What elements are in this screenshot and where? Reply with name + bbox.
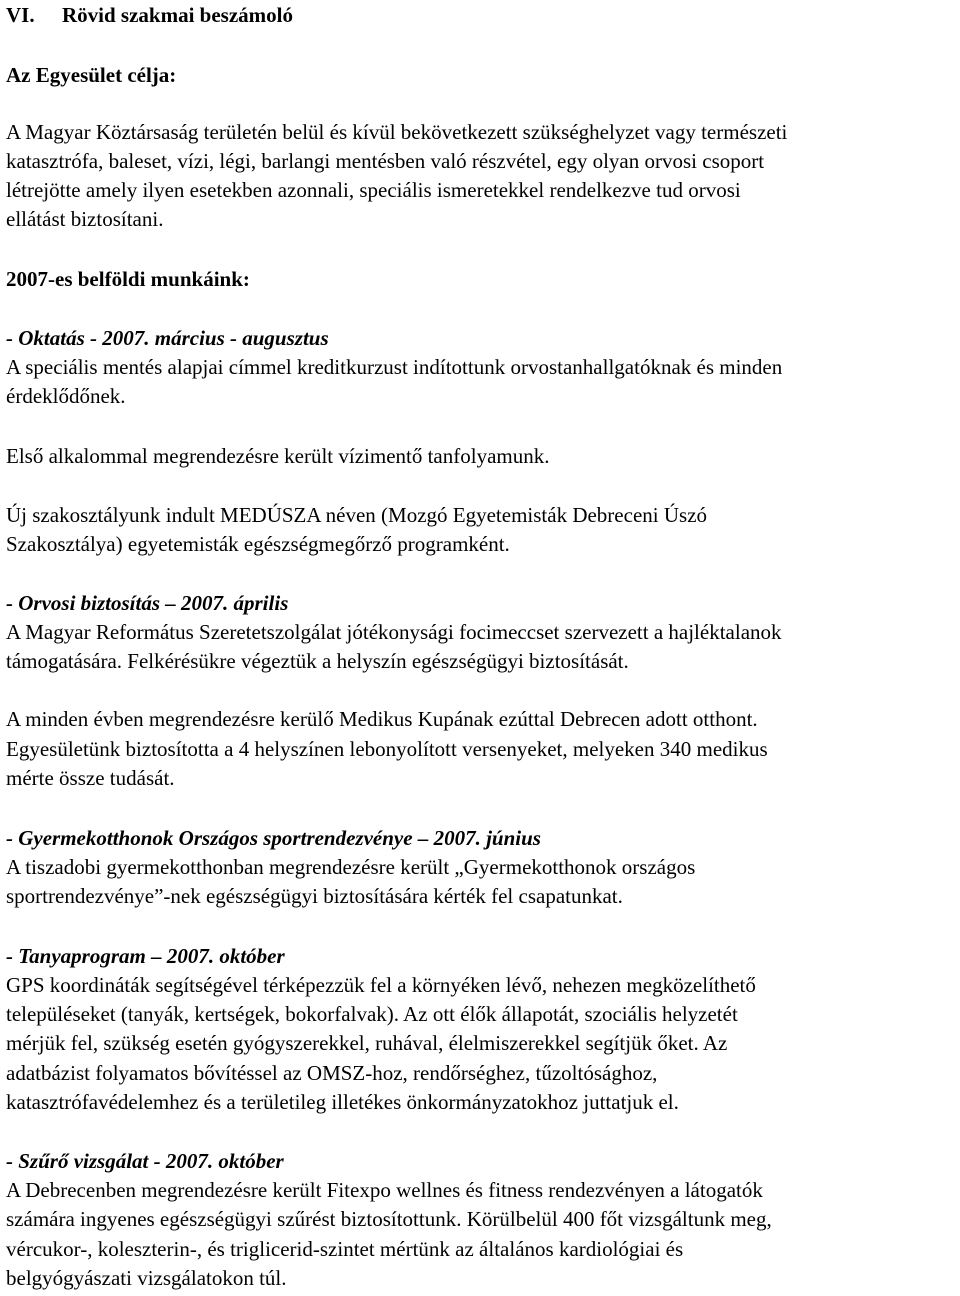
paragraph-line: A tiszadobi gyermekotthonban megrendezésre került „Gyermekotthonok országos — [6, 855, 696, 879]
goal-text-line: katasztrófa, baleset, vízi, légi, barlangi mentésben való részvétel, egy olyan orvosi csoport — [6, 149, 765, 173]
paragraph-line: Első alkalommal megrendezésre került vízimentő tanfolyamunk. — [6, 444, 550, 468]
paragraph-line: GPS koordináták segítségével térképezzük fel a környéken lévő, nehezen megközelíthető — [6, 973, 756, 997]
section-title: Rövid szakmai beszámoló — [62, 3, 293, 27]
domestic-heading: 2007-es belföldi munkáink: — [6, 267, 250, 291]
entry-heading-orvosi-biztositas: - Orvosi biztosítás – 2007. április — [6, 591, 289, 615]
paragraph-line: támogatására. Felkérésükre végeztük a helyszín egészségügyi biztosítását. — [6, 649, 629, 673]
section-number: VI. — [6, 3, 35, 27]
entry-heading-szuro-vizsgalat: - Szűrő vizsgálat - 2007. október — [6, 1149, 284, 1173]
entry-heading-gyermekotthonok: - Gyermekotthonok Országos sportrendezvénye – 2007. június — [6, 826, 541, 850]
goal-text-line: A Magyar Köztársaság területén belül és kívül bekövetkezett szükséghelyzet vagy természeti — [6, 120, 788, 144]
paragraph-line: Szakosztálya) egyetemisták egészségmegőrző programként. — [6, 532, 510, 556]
paragraph-line: mérjük fel, szükség esetén gyógyszerekkel, ruhával, élelmiszerekkel segítjük őket. Az — [6, 1031, 728, 1055]
paragraph-line: településeket (tanyák, kertségek, bokorfalvak). Az ott élők állapotát, szociális helyzetét — [6, 1002, 738, 1026]
entry-heading-oktatas: - Oktatás - 2007. március - augusztus — [6, 326, 329, 350]
paragraph-line: belgyógyászati vizsgálatokon túl. — [6, 1266, 287, 1290]
section-heading — [6, 2, 293, 28]
paragraph-line: A Magyar Református Szeretetszolgálat jótékonysági focimeccset szervezett a hajléktalanok — [6, 620, 782, 644]
goal-text-line: létrejötte amely ilyen esetekben azonnali, speciális ismeretekkel rendelkezve tud orvosi — [6, 178, 741, 202]
paragraph-line: érdeklődőnek. — [6, 384, 126, 408]
paragraph-line: Egyesületünk biztosította a 4 helyszínen lebonyolított versenyeket, melyeken 340 medikus — [6, 737, 768, 761]
paragraph-line: katasztrófavédelemhez és a területileg illetékes önkormányzatokhoz juttatjuk el. — [6, 1090, 679, 1114]
paragraph-line: A speciális mentés alapjai címmel kreditkurzust indítottunk orvostanhallgatóknak és minden — [6, 355, 783, 379]
goal-heading: Az Egyesület célja: — [6, 63, 177, 87]
paragraph-line: adatbázist folyamatos bővítéssel az OMSZ-hoz, rendőrséghez, tűzoltósághoz, — [6, 1061, 658, 1085]
paragraph-line: számára ingyenes egészségügyi szűrést biztosítottunk. Körülbelül 400 főt vizsgáltunk meg, — [6, 1207, 772, 1231]
paragraph-line: A minden évben megrendezésre kerülő Medikus Kupának ezúttal Debrecen adott otthont. — [6, 707, 758, 731]
paragraph-line: A Debrecenben megrendezésre került Fitexpo wellnes és fitness rendezvényen a látogatók — [6, 1178, 763, 1202]
entry-heading-tanyaprogram: - Tanyaprogram – 2007. október — [6, 944, 285, 968]
paragraph-line: sportrendezvénye”-nek egészségügyi biztosítására kérték fel csapatunkat. — [6, 884, 623, 908]
goal-text-line: ellátást biztosítani. — [6, 207, 164, 231]
paragraph-line: vércukor-, koleszterin-, és triglicerid-szintet mértünk az általános kardiológiai és — [6, 1237, 684, 1261]
paragraph-line: Új szakosztályunk indult MEDÚSZA néven (Mozgó Egyetemisták Debreceni Úszó — [6, 503, 708, 527]
paragraph-line: mérte össze tudását. — [6, 766, 175, 790]
